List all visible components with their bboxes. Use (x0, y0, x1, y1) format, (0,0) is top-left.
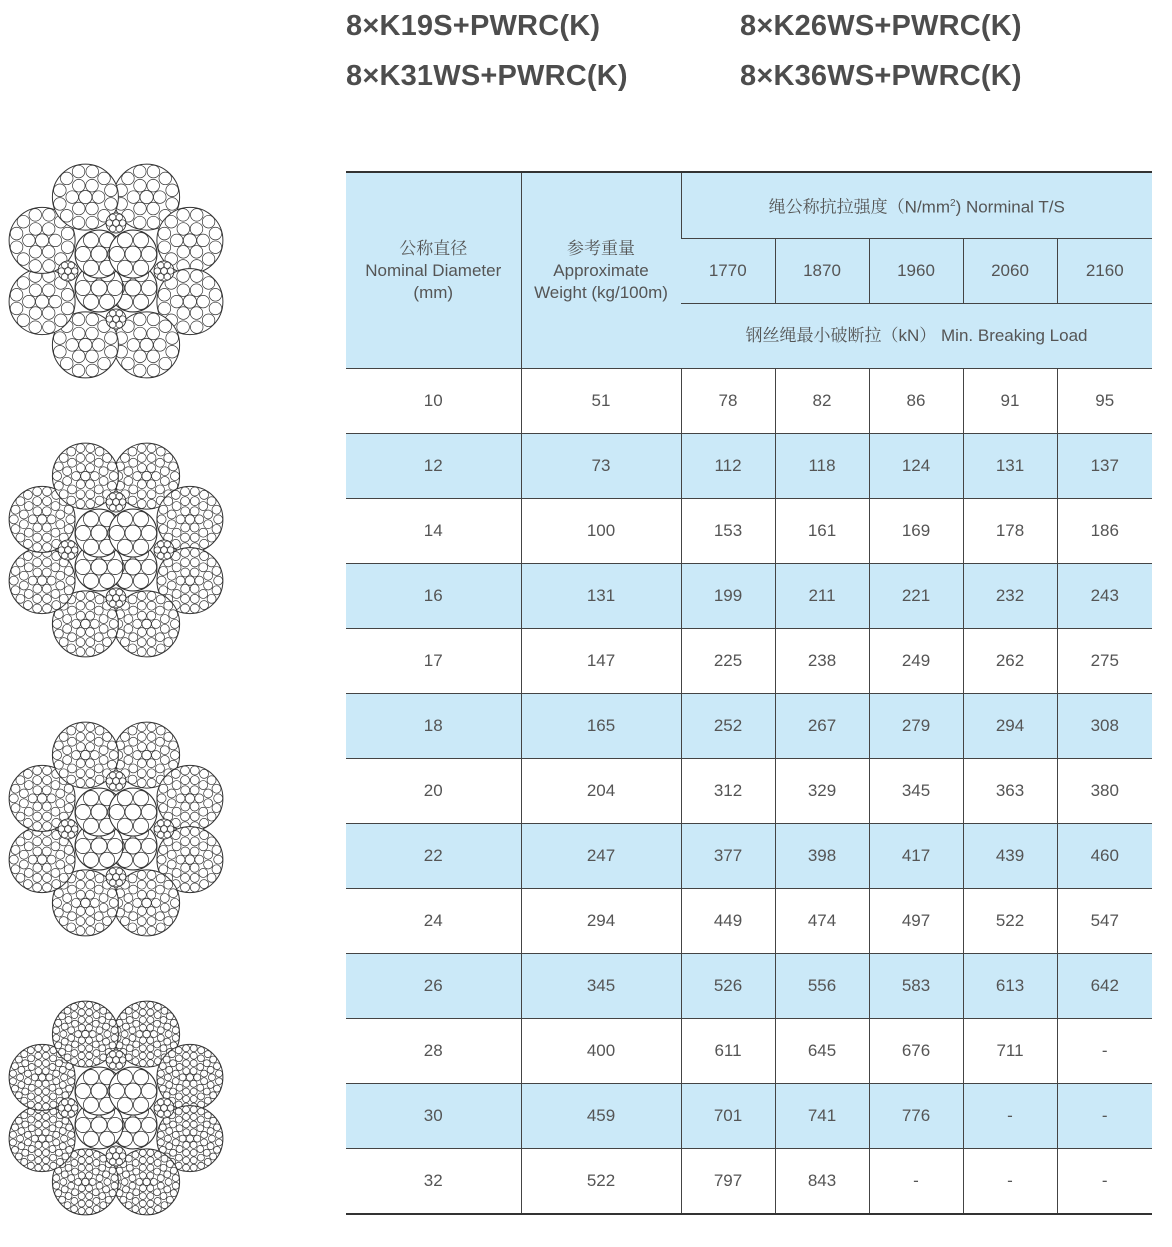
table-cell: 547 (1057, 889, 1152, 954)
table-cell: 161 (775, 499, 869, 564)
table-cell: 28 (346, 1019, 521, 1084)
table-row (346, 824, 1152, 889)
table-cell: 279 (869, 694, 963, 759)
header-grade-2160: 2160 (1057, 239, 1152, 304)
table-row (346, 1149, 1152, 1215)
table-row (346, 629, 1152, 694)
table-cell: 522 (963, 889, 1057, 954)
table-row (346, 564, 1152, 629)
table-cell: 380 (1057, 759, 1152, 824)
table-cell: 243 (1057, 564, 1152, 629)
table-cell: 526 (681, 954, 775, 1019)
table-cell: 95 (1057, 369, 1152, 434)
table-cell: 645 (775, 1019, 869, 1084)
table-cell: 112 (681, 434, 775, 499)
table-cell: 400 (521, 1019, 681, 1084)
table-row (346, 1084, 1152, 1149)
table-row (346, 369, 1152, 434)
table-cell: 30 (346, 1084, 521, 1149)
table-row (346, 694, 1152, 759)
header-grade-2060: 2060 (963, 239, 1057, 304)
table-cell: 460 (1057, 824, 1152, 889)
rope-cross-section-k19s-icon (0, 155, 232, 387)
table-cell: 137 (1057, 434, 1152, 499)
table-cell: 294 (521, 889, 681, 954)
table-cell: 186 (1057, 499, 1152, 564)
table-cell: 252 (681, 694, 775, 759)
table-cell: 522 (521, 1149, 681, 1215)
table-cell: 238 (775, 629, 869, 694)
table-cell: 91 (963, 369, 1057, 434)
table-cell: 18 (346, 694, 521, 759)
header-grade-1770: 1770 (681, 239, 775, 304)
table-cell: 232 (963, 564, 1057, 629)
table-cell: 86 (869, 369, 963, 434)
table-cell: 312 (681, 759, 775, 824)
table-cell: 204 (521, 759, 681, 824)
table-cell: 611 (681, 1019, 775, 1084)
table-cell: 24 (346, 889, 521, 954)
header-grade-1870: 1870 (775, 239, 869, 304)
table-cell: 345 (521, 954, 681, 1019)
table-cell: 178 (963, 499, 1057, 564)
table-cell: 843 (775, 1149, 869, 1215)
spec-table (346, 171, 1152, 1215)
header-approximate-weight: 参考重量 Approximate Weight (kg/100m) (521, 172, 681, 369)
header-breaking-load: 钢丝绳最小破断拉（kN） Min. Breaking Load (681, 304, 1152, 369)
table-cell: 147 (521, 629, 681, 694)
table-cell: 51 (521, 369, 681, 434)
table-cell: 583 (869, 954, 963, 1019)
rope-cross-section-k26ws-icon (0, 434, 232, 666)
table-cell: 131 (963, 434, 1057, 499)
table-cell: 417 (869, 824, 963, 889)
table-cell: 363 (963, 759, 1057, 824)
table-cell: - (963, 1149, 1057, 1215)
table-cell: 345 (869, 759, 963, 824)
table-cell: 118 (775, 434, 869, 499)
table-cell: 10 (346, 369, 521, 434)
table-cell: 32 (346, 1149, 521, 1215)
table-row (346, 499, 1152, 564)
table-cell: 82 (775, 369, 869, 434)
table-row (346, 954, 1152, 1019)
header-grade-1960: 1960 (869, 239, 963, 304)
table-cell: 169 (869, 499, 963, 564)
table-cell: 14 (346, 499, 521, 564)
table-cell: 797 (681, 1149, 775, 1215)
table-cell: 100 (521, 499, 681, 564)
table-cell: 377 (681, 824, 775, 889)
table-cell: 398 (775, 824, 869, 889)
table-cell: 124 (869, 434, 963, 499)
table-cell: 12 (346, 434, 521, 499)
table-cell: 22 (346, 824, 521, 889)
table-cell: - (869, 1149, 963, 1215)
table-cell: 16 (346, 564, 521, 629)
table-cell: 262 (963, 629, 1057, 694)
rope-cross-section-k36ws-icon (0, 992, 232, 1224)
table-cell: - (1057, 1149, 1152, 1215)
title-k26ws: 8×K26WS+PWRC(K) (740, 10, 1022, 42)
table-cell: 199 (681, 564, 775, 629)
header-nominal-diameter: 公称直径 Nominal Diameter (mm) (346, 172, 521, 369)
table-cell: 329 (775, 759, 869, 824)
header-tensile-strength: 绳公称抗拉强度$(N/mm^2)$ Norminal T/S (681, 172, 1152, 239)
spec-table-body (346, 369, 1152, 1215)
table-row (346, 1019, 1152, 1084)
table-cell: 17 (346, 629, 521, 694)
table-cell: 613 (963, 954, 1057, 1019)
table-cell: 294 (963, 694, 1057, 759)
table-cell: 308 (1057, 694, 1152, 759)
table-cell: 556 (775, 954, 869, 1019)
rope-cross-section-k31ws-icon (0, 713, 232, 945)
table-cell: 153 (681, 499, 775, 564)
table-cell: 711 (963, 1019, 1057, 1084)
table-cell: 73 (521, 434, 681, 499)
table-cell: 131 (521, 564, 681, 629)
table-cell: 776 (869, 1084, 963, 1149)
table-cell: 249 (869, 629, 963, 694)
table-cell: 26 (346, 954, 521, 1019)
table-cell: 741 (775, 1084, 869, 1149)
table-cell: 20 (346, 759, 521, 824)
table-cell: - (1057, 1019, 1152, 1084)
table-cell: 225 (681, 629, 775, 694)
table-row (346, 889, 1152, 954)
title-k31ws: 8×K31WS+PWRC(K) (346, 60, 628, 92)
table-row (346, 434, 1152, 499)
title-k36ws: 8×K36WS+PWRC(K) (740, 60, 1022, 92)
table-cell: 642 (1057, 954, 1152, 1019)
table-cell: 474 (775, 889, 869, 954)
table-cell: 78 (681, 369, 775, 434)
table-cell: 701 (681, 1084, 775, 1149)
table-cell: 676 (869, 1019, 963, 1084)
table-cell: 165 (521, 694, 681, 759)
table-cell: 275 (1057, 629, 1152, 694)
table-cell: - (1057, 1084, 1152, 1149)
table-cell: - (963, 1084, 1057, 1149)
table-cell: 459 (521, 1084, 681, 1149)
title-k19s: 8×K19S+PWRC(K) (346, 10, 601, 42)
table-cell: 211 (775, 564, 869, 629)
table-cell: 247 (521, 824, 681, 889)
table-row (346, 759, 1152, 824)
table-cell: 439 (963, 824, 1057, 889)
table-cell: 221 (869, 564, 963, 629)
table-cell: 449 (681, 889, 775, 954)
table-cell: 497 (869, 889, 963, 954)
table-cell: 267 (775, 694, 869, 759)
